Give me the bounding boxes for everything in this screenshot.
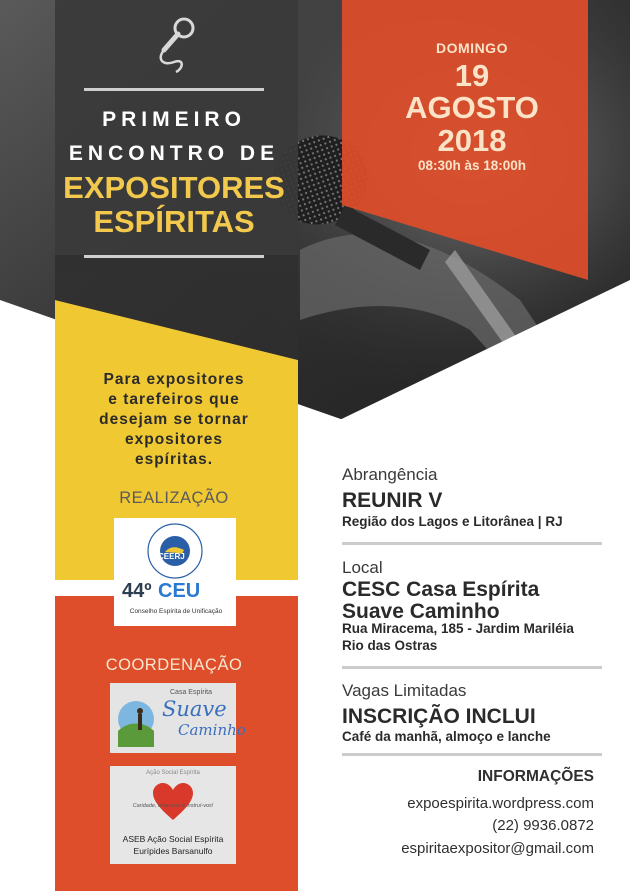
aseb-line2: Eurípides Barsanulfo <box>133 846 213 856</box>
title-line-3: EXPOSITORES <box>63 170 285 205</box>
date-hours: 08:30h às 18:00h <box>417 158 527 173</box>
local-label: Local <box>342 558 383 577</box>
title-line-2: ENCONTRO DE <box>68 142 280 165</box>
ceerj-abbr: CEERJ <box>158 552 185 561</box>
info-divider <box>342 666 602 669</box>
realizacao-heading: REALIZAÇÃO <box>119 489 229 507</box>
date-weekday: DOMINGO <box>436 40 508 56</box>
vagas-label: Vagas Limitadas <box>342 681 467 700</box>
aseb-top-text: Ação Social Espírita <box>146 770 200 776</box>
aseb-ribbon: Caridade, amai-vos e instruí-vos! <box>132 803 214 809</box>
contact-phone[interactable]: (22) 9936.0872 <box>492 817 594 834</box>
intro-line: expositores <box>124 431 223 448</box>
local-address-2: Rio das Ostras <box>342 638 438 653</box>
ceerj-logo-icon <box>146 522 204 580</box>
ceu-number: 44º <box>122 580 152 602</box>
info-divider <box>342 753 602 756</box>
title-bottom-rule <box>84 255 264 258</box>
suave-caminho-line2: Caminho <box>178 721 246 739</box>
date-month: AGOSTO <box>405 90 539 125</box>
date-year: 2018 <box>437 123 507 158</box>
intro-line: desejam se tornar <box>99 411 249 428</box>
abrangencia-title: REUNIR V <box>342 489 443 512</box>
title-top-rule <box>84 88 264 91</box>
contacts-heading: INFORMAÇÕES <box>477 768 594 785</box>
heart-icon <box>151 782 195 822</box>
realizacao-logos <box>114 518 236 626</box>
local-title-1: CESC Casa Espírita <box>342 578 540 601</box>
microphone-icon <box>154 16 198 74</box>
contact-website[interactable]: expoespirita.wordpress.com <box>407 795 594 812</box>
intro-line: Para expositores <box>103 371 245 388</box>
vagas-sub: Café da manhã, almoço e lanche <box>342 729 551 744</box>
people-silhouette-icon <box>116 691 156 747</box>
ceu-abbr: CEU <box>158 580 201 602</box>
intro-line: e tarefeiros que <box>108 391 240 408</box>
title-line-4: ESPÍRITAS <box>93 204 255 239</box>
suave-caminho-line1: Suave <box>162 697 227 721</box>
ceu-caption: Conselho Espírita de Unificação <box>129 608 223 615</box>
title-line-1: PRIMEIRO <box>102 108 246 131</box>
suave-caminho-small: Casa Espírita <box>170 689 213 696</box>
intro-line: espíritas. <box>134 451 214 468</box>
vagas-title: INSCRIÇÃO INCLUI <box>342 705 536 728</box>
abrangencia-sub: Região dos Lagos e Litorânea | RJ <box>342 514 563 529</box>
intro-text <box>70 370 278 470</box>
aseb-logo <box>110 766 236 864</box>
coordenacao-heading: COORDENAÇÃO <box>105 656 243 674</box>
local-title-2: Suave Caminho <box>342 600 500 623</box>
aseb-line1: ASEB Ação Social Espírita <box>122 834 224 844</box>
local-address-1: Rua Miracema, 185 - Jardim Mariléia <box>342 621 574 636</box>
contact-email[interactable]: espiritaexpositor@gmail.com <box>401 840 594 857</box>
abrangencia-label: Abrangência <box>342 465 438 484</box>
info-divider <box>342 542 602 545</box>
suave-caminho-logo <box>110 683 246 753</box>
date-day: 19 <box>454 58 490 93</box>
